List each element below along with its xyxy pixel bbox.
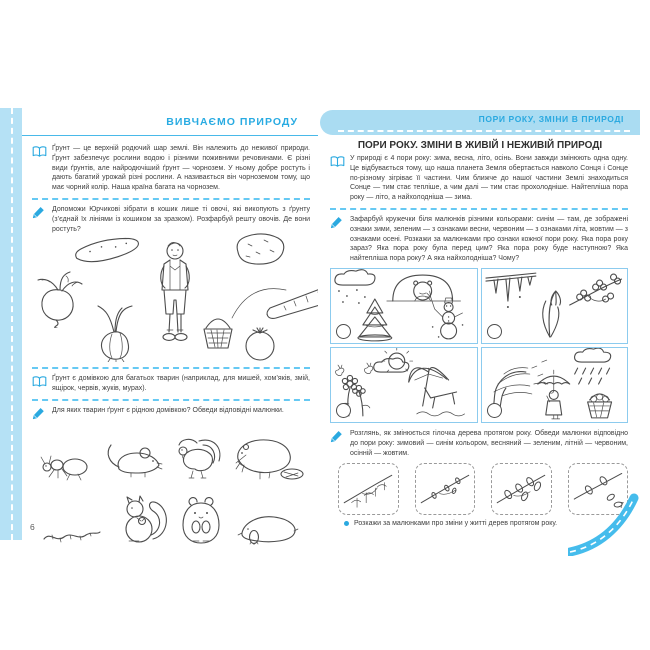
mole-drawing bbox=[236, 505, 300, 545]
page-edge-strip bbox=[0, 108, 22, 540]
dashed-separator bbox=[330, 208, 628, 210]
twig-winter-drawing bbox=[340, 468, 396, 510]
left-header-rule bbox=[22, 135, 318, 136]
twig-summer-drawing bbox=[493, 468, 549, 510]
twig-box-winter bbox=[338, 463, 399, 515]
autumn-scene-drawing bbox=[482, 348, 628, 422]
twig-box-spring bbox=[415, 463, 476, 515]
animals-row-1 bbox=[32, 433, 310, 481]
edge-strip-dashed-line bbox=[11, 108, 13, 540]
left-page-header: ВИВЧАЄМО ПРИРОДУ bbox=[166, 116, 298, 128]
vegetables-illustration bbox=[32, 234, 310, 362]
pencil-icon bbox=[32, 205, 47, 224]
color-circle-spring bbox=[487, 324, 502, 339]
right-page-number: 7 bbox=[619, 500, 624, 510]
spring-scene-drawing bbox=[482, 269, 628, 343]
page-right bbox=[318, 108, 640, 540]
season-cell-winter bbox=[330, 268, 478, 344]
twig-box-summer bbox=[491, 463, 552, 515]
bullet-note-text: Розкажи за малюнками про зміни у житті дерев протягом року. bbox=[354, 520, 558, 528]
season-cell-summer bbox=[330, 347, 478, 423]
open-book-icon bbox=[330, 154, 345, 173]
info-paragraph-soil bbox=[32, 144, 310, 193]
task-paragraph-twigs bbox=[330, 429, 628, 458]
winter-scene-drawing bbox=[331, 269, 477, 343]
dashed-separator bbox=[32, 198, 310, 200]
color-circle-winter bbox=[336, 324, 351, 339]
beaver-drawing bbox=[230, 433, 304, 481]
info-animals-text: Ґрунт є домівкою для багатьох тварин (наприклад, для мишей, хом’яків, змій, ящірок, червів, жуків, мурах). bbox=[52, 375, 310, 393]
turkey-drawing bbox=[169, 435, 223, 481]
task-paragraph-circles bbox=[330, 215, 628, 264]
potato-drawing bbox=[230, 230, 288, 268]
dashed-separator bbox=[32, 399, 310, 401]
lesson-title: ПОРИ РОКУ. ЗМІНИ В ЖИВІЙ І НЕЖИВІЙ ПРИРОДІ bbox=[357, 140, 603, 151]
onion-drawing bbox=[94, 304, 140, 362]
earthworm-drawing bbox=[42, 525, 102, 545]
animals-row-2 bbox=[32, 491, 310, 545]
color-circle-autumn bbox=[487, 403, 502, 418]
open-book-icon bbox=[32, 144, 47, 163]
pencil-icon bbox=[330, 429, 345, 448]
squirrel-drawing bbox=[115, 491, 167, 545]
twig-spring-drawing bbox=[417, 468, 473, 510]
mouse-drawing bbox=[101, 441, 163, 481]
task-paragraph-animals bbox=[32, 406, 310, 425]
seasons-grid bbox=[330, 268, 628, 423]
dashed-separator bbox=[32, 367, 310, 369]
task-circles-text: Зафарбуй кружечки біля малюнків різними кольорами: синім — там, де зображені ознаки зими, зеленим — з ознаками весни, червоним — з ознаками літа, жовтим — з ознаками осені. Розкажи за малюнками про ознаки кожної пори року. Яка пора року зараз? Яка пора року була перед цим? Яка пора року буде наступною? Яка найтепліша пора року? А яка найхолодніша? Чому? bbox=[350, 215, 628, 263]
info-paragraph-animals bbox=[32, 374, 310, 394]
open-book-icon bbox=[32, 374, 47, 393]
season-cell-spring bbox=[481, 268, 629, 344]
hamster-drawing bbox=[179, 497, 223, 545]
band-dashed-line bbox=[338, 130, 630, 132]
left-page-number: 6 bbox=[30, 522, 35, 532]
info-soil-text: Ґрунт — це верхній родючий шар землі. Він належить до неживої природи. Ґрунт забезпечує рослини водою і різними поживними речовинами. Є різні види ґрунтів, але найродючіший ґрунт — чорнозем. У ньому добре ростуть і дають багатий урожай різні рослини. А називається він чорноземом тому, що має чорний колір. Наша країна багата на чорнозем. bbox=[52, 145, 310, 192]
ant-drawing bbox=[38, 447, 94, 481]
boy-drawing bbox=[150, 240, 200, 348]
summer-scene-drawing bbox=[331, 348, 477, 422]
beetroot-drawing bbox=[34, 270, 86, 328]
bullet-icon bbox=[344, 521, 349, 526]
page-left bbox=[0, 108, 318, 540]
pencil-icon bbox=[32, 406, 47, 425]
task-twigs-text: Розглянь, як змінюється гілочка дерева протягом року. Обведи малюнки відповідно до пори року: зимовий — синім кольором, весняний — зеленим, літній — червоним, осінній — жовтим. bbox=[350, 429, 628, 457]
season-cell-autumn bbox=[481, 347, 629, 423]
task-vegetables-text: Допоможи Юрчикові зібрати в кошик лише ті овочі, які викопують з ґрунту (з’єднай їх лініями із кошиком за зразком). Розфарбуй решту овочів. Де вони ростуть? bbox=[52, 205, 310, 233]
right-page-header: ПОРИ РОКУ, ЗМІНИ В ПРИРОДІ bbox=[478, 114, 624, 124]
pencil-icon bbox=[330, 215, 345, 234]
info-seasons-text: У природі є 4 пори року: зима, весна, літо, осінь. Вони завжди змінюють одна одну. Це відбувається тому, що наша планета Земля обертається навколо Сонця і Сонце по-різному зігріває її частини. Чим ближче до нашої частини Землі знаходиться Сонце — тим стає тепліше, а чим далі — тим стає прохолодніше. Найтепліша пора року — літо, а найхолодніша — зима. bbox=[350, 155, 628, 202]
corner-swoosh-decoration bbox=[568, 492, 640, 556]
tomato-drawing bbox=[238, 326, 282, 362]
task-animals-text: Для яких тварин ґрунт є рідною домівкою? Обведи відповідні малюнки. bbox=[52, 406, 284, 414]
color-circle-summer bbox=[336, 403, 351, 418]
info-paragraph-seasons bbox=[330, 154, 628, 203]
cucumber-drawing bbox=[70, 232, 145, 270]
